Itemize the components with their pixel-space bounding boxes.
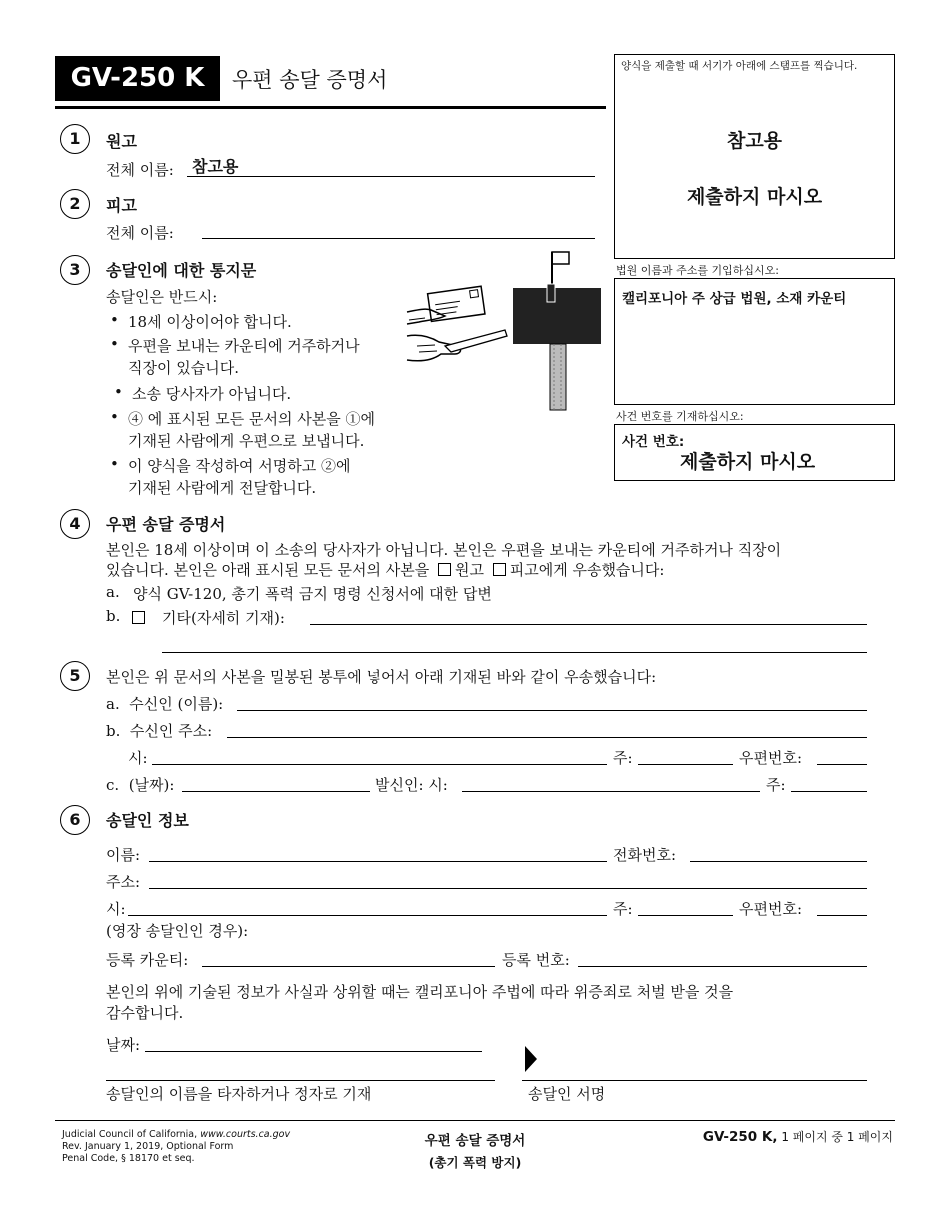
recipient-zip-label: 우편번호: [739,749,803,767]
server-phone-label: 전화번호: [613,846,677,864]
other-details-field-2[interactable] [162,652,867,653]
footer-page-number: 1 페이지 중 1 페이지 [777,1130,893,1144]
defendant-checkbox-label: 피고에게 우송했습니다: [509,561,665,579]
registration-number-label: 등록 번호: [502,951,570,969]
server-zip-label: 우편번호: [739,900,803,918]
defendant-checkbox[interactable] [493,563,506,576]
recipient-address-label: b. 수신인 주소: [106,722,213,740]
case-label: 사건 번호를 기재하십시오: [616,410,744,423]
proof-of-service-heading: 우편 송달 증명서 [106,515,226,534]
signature-field[interactable] [522,1080,867,1081]
mail-date-field[interactable] [182,791,370,792]
footer-center-title: 우편 송달 증명서 [424,1133,526,1149]
typed-name-field[interactable] [106,1080,495,1081]
recipient-name-label: a. 수신인 (이름): [106,695,224,713]
section-number-6: 6 [60,805,90,835]
footer-form-code: GV-250 K, [702,1129,778,1145]
notice-bullet-5-cont: 기재된 사람에게 전달합니다. [128,479,317,497]
signature-date-field[interactable] [145,1051,482,1052]
server-notice-intro: 송달인은 반드시: [106,288,218,306]
section-number-4: 4 [60,509,90,539]
form-title: 우편 송달 증명서 [232,68,388,92]
clerk-stamp-box [614,54,895,259]
recipient-state-label: 주: [613,749,633,767]
server-city-label: 시: [106,900,126,918]
footer-website: www.courts.ca.gov [200,1129,291,1140]
footer-rule [55,1120,895,1121]
mailed-from-city-field[interactable] [462,791,760,792]
plaintiff-name-label: 전체 이름: [106,161,174,179]
server-zip-field[interactable] [817,915,867,916]
server-name-label: 이름: [106,846,141,864]
server-address-field[interactable] [149,888,867,889]
section-number-2: 2 [60,189,90,219]
header-rule [55,106,606,109]
notice-bullet-5: • 이 양식을 작성하여 서명하고 ②에 [128,455,350,476]
footer-left-line3: Penal Code, § 18170 et seq. [62,1153,195,1164]
notice-bullet-4: • ④ 에 표시된 모든 문서의 사본을 ①에 [128,408,375,429]
registration-county-label: 등록 카운티: [106,951,189,969]
recipient-city-field[interactable] [152,764,607,765]
mail-date-label: c. (날짜): [106,776,175,794]
notice-bullet-4-cont: 기재된 사람에게 우편으로 보냅니다. [128,432,365,450]
section-number-1: 1 [60,124,90,154]
server-address-label: 주소: [106,873,141,891]
clerk-ref-text: 참고용 [726,130,783,152]
mailbox-hands-illustration [405,250,605,412]
server-state-field[interactable] [638,915,733,916]
process-server-note: (영장 송달인인 경우): [106,922,249,940]
footer-right [640,1128,893,1145]
recipient-zip-field[interactable] [817,764,867,765]
court-label: 법원 이름과 주소를 기입하십시오: [616,264,779,277]
footer-center-subtitle: (총기 폭력 방지) [428,1155,522,1170]
plaintiff-checkbox-label: 원고 [454,561,484,579]
proof-paragraph-line1: 본인은 18세 이상이며 이 소송의 당사자가 아닙니다. 본인은 우편을 보내는 카운티에 거주하거나 직장이 [106,541,782,559]
plaintiff-name-value: 참고용 [192,157,239,176]
section-number-5: 5 [60,661,90,691]
plaintiff-checkbox[interactable] [438,563,451,576]
court-value: 캘리포니아 주 상급 법원, 소재 카운티 [622,291,847,307]
server-phone-field[interactable] [690,861,867,862]
notice-bullet-2: • 우편을 보내는 카운티에 거주하거나 [128,335,360,356]
defendant-name-label: 전체 이름: [106,224,174,242]
perjury-statement-line1: 본인의 위에 기술된 정보가 사실과 상위할 때는 캘리포니아 주법에 따라 위증죄로 처벌 받을 것을 [106,983,734,1001]
section-number-3: 3 [60,255,90,285]
server-state-label: 주: [613,900,633,918]
server-notice-heading: 송달인에 대한 통지문 [106,261,257,280]
mailed-from-state-label: 주: [766,776,786,794]
footer-left-line1 [62,1129,290,1140]
plaintiff-heading: 원고 [106,132,137,151]
proof-paragraph-line2 [106,559,664,580]
mailed-from-city-label: 발신인: 시: [375,776,448,794]
server-city-field[interactable] [128,915,607,916]
mailed-from-state-field[interactable] [791,791,867,792]
registration-county-field[interactable] [202,966,495,967]
other-checkbox[interactable] [132,611,145,624]
typed-name-label: 송달인의 이름을 타자하거나 정자로 기재 [106,1085,372,1103]
proof-paragraph-line2-text: 있습니다. 본인은 아래 표시된 모든 문서의 사본을 [106,561,430,579]
item-a-text: 양식 GV-120, 총기 폭력 금지 명령 신청서에 대한 답변 [133,585,492,603]
recipient-name-field[interactable] [237,710,867,711]
defendant-heading: 피고 [106,196,137,215]
case-number-label: 사건 번호: [622,434,685,450]
server-info-heading: 송달인 정보 [106,811,189,830]
server-name-field[interactable] [149,861,607,862]
signature-label: 송달인 서명 [528,1085,606,1103]
defendant-name-field[interactable] [202,238,595,239]
recipient-city-label: 시: [128,749,148,767]
footer-left-line2: Rev. January 1, 2019, Optional Form [62,1141,234,1152]
notice-bullet-3: • 소송 당사자가 아닙니다. [132,383,291,404]
registration-number-field[interactable] [578,966,867,967]
recipient-address-field[interactable] [227,737,867,738]
recipient-state-field[interactable] [638,764,733,765]
item-a-letter: a. [106,583,120,601]
clerk-do-not-file: 제출하지 마시오 [686,186,823,208]
plaintiff-name-field[interactable] [187,176,595,177]
clerk-instruction: 양식을 제출할 때 서기가 아래에 스탬프를 찍습니다. [621,60,858,72]
form-code: GV-250 K [70,63,205,93]
notice-bullet-1: • 18세 이상이어야 합니다. [128,311,292,332]
mailing-intro: 본인은 위 문서의 사본을 밀봉된 봉투에 넣어서 아래 기재된 바와 같이 우송했습니다: [106,668,657,686]
notice-bullet-2-cont: 직장이 있습니다. [128,359,239,377]
other-details-field-1[interactable] [310,624,867,625]
perjury-statement-line2: 감수합니다. [106,1004,184,1022]
signature-arrow-icon [525,1046,537,1072]
case-number-value: 제출하지 마시오 [680,451,816,473]
item-b-text: 기타(자세히 기재): [162,609,285,627]
signature-date-label: 날짜: [106,1036,141,1054]
item-b-letter: b. [106,607,121,625]
footer-publisher: Judicial Council of California, [62,1129,201,1140]
